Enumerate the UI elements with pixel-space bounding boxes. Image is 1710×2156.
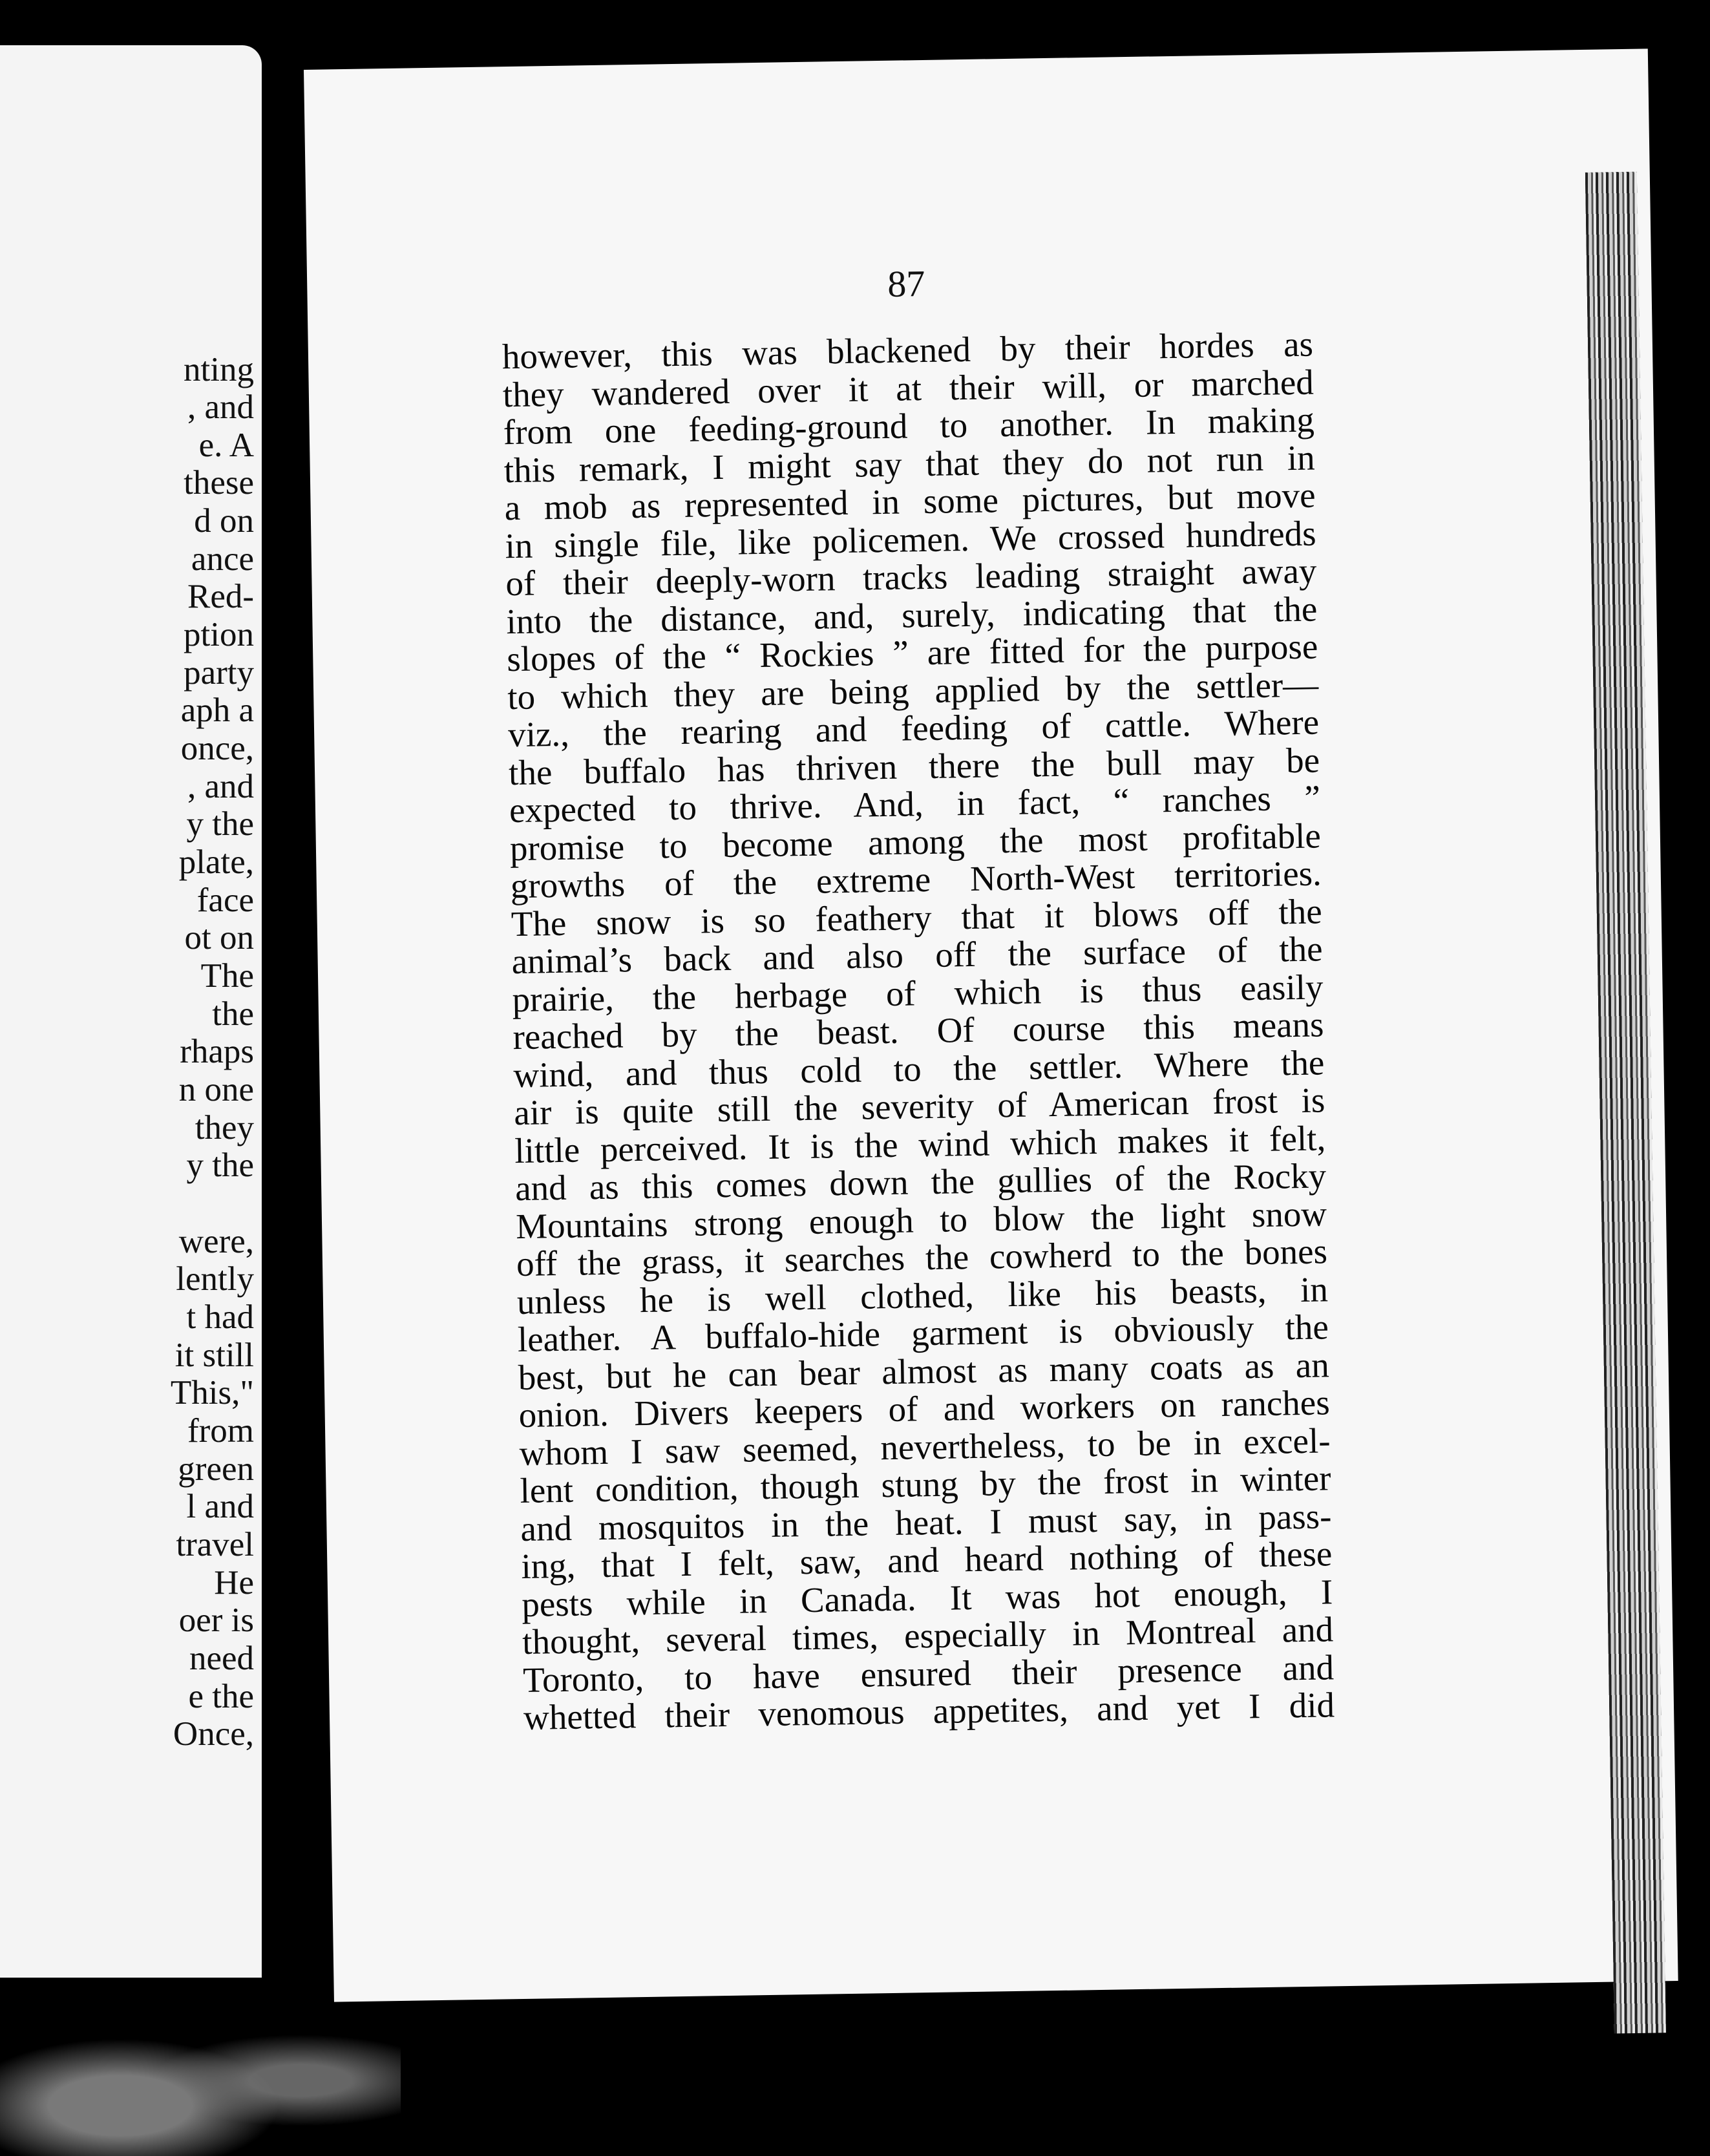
body-text bbox=[502, 326, 1335, 1737]
left-line-fragment: He bbox=[214, 1564, 254, 1601]
left-line-fragment: were, bbox=[178, 1223, 254, 1260]
left-line-fragment: they bbox=[195, 1109, 254, 1147]
text-line: from one feeding-ground to another. In making bbox=[503, 399, 1315, 452]
left-line-fragment: y the bbox=[186, 1147, 254, 1184]
left-line-fragment: n one bbox=[178, 1071, 254, 1108]
text-line: best, but he can bear almost as many coats as an bbox=[518, 1344, 1330, 1397]
left-line-fragment: need bbox=[189, 1640, 254, 1677]
text-line: onion. Divers keepers of and workers on ranches bbox=[518, 1382, 1331, 1435]
text-line: they wandered over it at their will, or marched bbox=[502, 362, 1314, 414]
left-line-fragment: face bbox=[196, 882, 254, 919]
left-line-fragment: nting bbox=[184, 351, 254, 388]
left-line-fragment: ption bbox=[184, 616, 254, 653]
text-line: Toronto, to have ensured their presence and bbox=[522, 1647, 1335, 1700]
text-line: and as this comes down the gullies of the Rocky bbox=[514, 1156, 1327, 1209]
left-line-fragment: from bbox=[187, 1412, 254, 1450]
left-line-fragment: , and bbox=[187, 388, 254, 426]
left-line-fragment: it still bbox=[174, 1337, 254, 1374]
left-line-fragment: aph a bbox=[180, 692, 254, 729]
text-line: and mosquitos in the heat. I must say, in pass- bbox=[520, 1495, 1332, 1548]
left-line-fragment: once, bbox=[180, 730, 254, 767]
text-line: Mountains strong enough to blow the light snow bbox=[515, 1193, 1327, 1246]
left-line-fragment: This," bbox=[170, 1374, 254, 1411]
text-line: of their deeply-worn tracks leading straight away bbox=[505, 551, 1317, 604]
left-line-fragment: travel bbox=[176, 1526, 254, 1563]
text-line: off the grass, it searches the cowherd to the bones bbox=[516, 1231, 1328, 1284]
text-line: animal’s back and also off the surface of the bbox=[511, 929, 1324, 982]
text-line: into the distance, and, surely, indicating that the bbox=[505, 588, 1318, 641]
left-line-fragment: plate, bbox=[178, 843, 254, 881]
left-line-fragment: l and bbox=[186, 1488, 254, 1525]
previous-page-fragment bbox=[0, 45, 262, 1978]
text-line: pests while in Canada. It was hot enough, I bbox=[521, 1571, 1333, 1624]
text-line: this remark, I might say that they do not run in bbox=[503, 438, 1316, 490]
text-line: whetted their venomous appetites, and yet I did bbox=[523, 1685, 1335, 1737]
text-line: to which they are being applied by the settler— bbox=[507, 664, 1319, 717]
text-line: slopes of the “ Rockies ” are fitted for the purpose bbox=[506, 626, 1318, 679]
text-line: leather. A buffalo-hide garment is obviously the bbox=[517, 1307, 1329, 1360]
text-line: little perceived. It is the wind which makes it felt, bbox=[514, 1117, 1326, 1170]
text-line: thought, several times, especially in Montreal and bbox=[522, 1609, 1334, 1662]
left-line-fragment: , and bbox=[187, 768, 254, 805]
left-line-fragment: ot on bbox=[184, 919, 254, 956]
left-line-fragment: e the bbox=[188, 1678, 254, 1715]
left-line-fragment: Once, bbox=[173, 1715, 254, 1753]
book-gutter bbox=[262, 0, 307, 2156]
page-edges bbox=[1585, 172, 1666, 2034]
left-line-fragment: y the bbox=[186, 805, 254, 843]
text-line: unless he is well clothed, like his beasts, in bbox=[516, 1269, 1329, 1322]
text-line: viz., the rearing and feeding of cattle. Where bbox=[507, 702, 1320, 755]
left-line-fragment: rhaps bbox=[180, 1033, 254, 1070]
text-line: wind, and thus cold to the settler. Where the bbox=[512, 1042, 1325, 1095]
text-line: lent condition, though stung by the frost in winter bbox=[520, 1458, 1331, 1511]
left-line-fragment: oer is bbox=[178, 1601, 254, 1639]
left-line-fragment: lently bbox=[176, 1260, 254, 1298]
text-line: in single file, like policemen. We crossed hundreds bbox=[505, 513, 1316, 565]
text-line: a mob as represented in some pictures, but move bbox=[504, 475, 1316, 528]
left-line-fragment: party bbox=[184, 654, 254, 692]
left-line-fragment: these bbox=[184, 464, 254, 502]
text-line: expected to thrive. And, in fact, “ ranches ” bbox=[509, 777, 1321, 830]
left-line-fragment: green bbox=[178, 1450, 254, 1488]
text-line: air is quite still the severity of American frost is bbox=[513, 1080, 1325, 1133]
text-line: The snow is so feathery that it blows off the bbox=[511, 891, 1323, 944]
page-number: 87 bbox=[887, 262, 925, 305]
left-line-fragment: Red- bbox=[187, 578, 254, 615]
left-line-fragment: d on bbox=[194, 502, 254, 540]
left-line-fragment: ance bbox=[191, 540, 254, 578]
text-line: whom I saw seemed, nevertheless, to be in excel- bbox=[519, 1420, 1331, 1473]
text-line: ing, that I felt, saw, and heard nothing of these bbox=[520, 1534, 1333, 1586]
text-line: growths of the extreme North-West territories. bbox=[510, 853, 1322, 906]
book-page bbox=[304, 48, 1678, 2002]
text-line: reached by the beast. Of course this means bbox=[512, 1004, 1324, 1057]
left-line-fragment: t had bbox=[186, 1298, 254, 1336]
left-line-fragment: e. A bbox=[198, 427, 254, 464]
text-line: the buffalo has thriven there the bull may be bbox=[508, 739, 1320, 792]
text-line: however, this was blackened by their hordes as bbox=[501, 324, 1314, 377]
left-line-fragment: The bbox=[200, 957, 254, 995]
previous-page-text bbox=[0, 45, 262, 1978]
scan-stain bbox=[0, 1988, 401, 2156]
text-line: prairie, the herbage of which is thus easily bbox=[512, 966, 1324, 1019]
left-line-fragment: the bbox=[212, 995, 254, 1033]
text-line: promise to become among the most profitable bbox=[509, 815, 1322, 868]
